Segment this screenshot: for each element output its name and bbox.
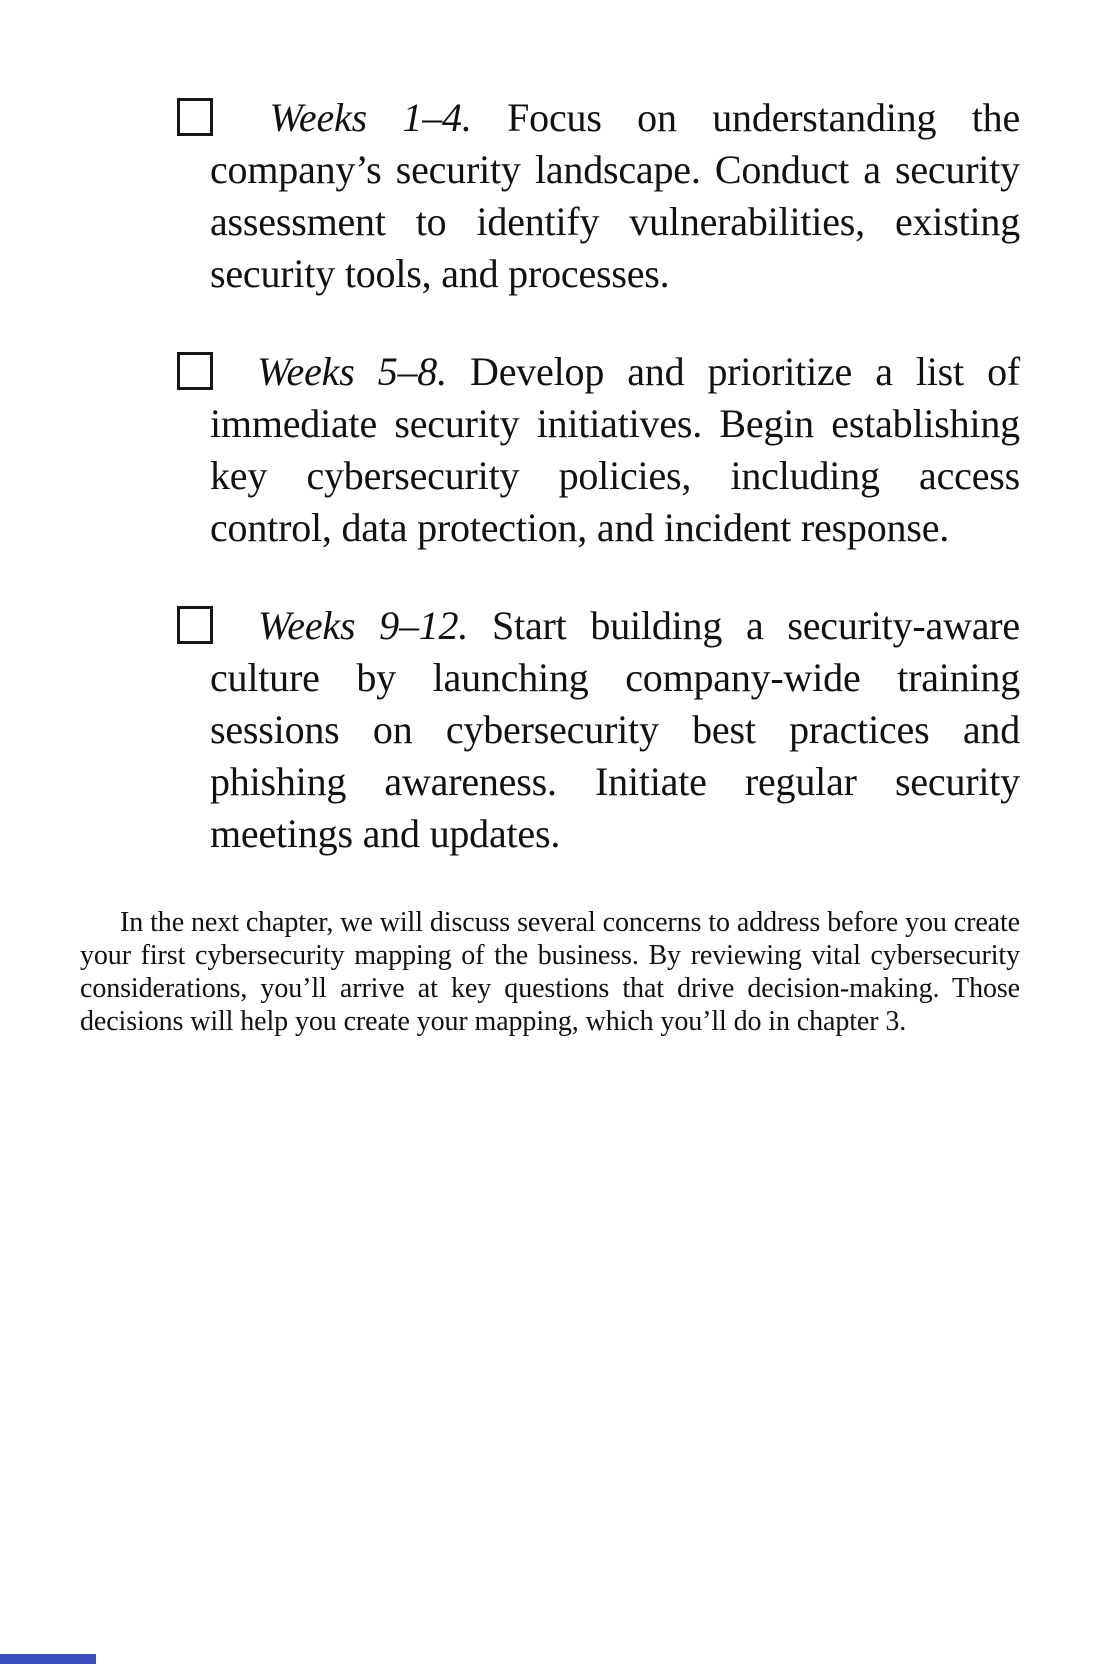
weeks-checklist — [177, 0, 1020, 860]
reading-progress-bar[interactable] — [0, 1654, 96, 1664]
checkbox-icon — [177, 606, 213, 644]
checklist-item-label: Weeks 9–12. — [257, 603, 469, 648]
checklist-item-weeks-5-8 — [177, 346, 1020, 554]
checklist-item-text: Focus on understanding the company’s security landscape. Conduct a security assessment to identify vulnerabilities, existing security tools, and processes. — [210, 95, 1020, 296]
checkbox-icon — [177, 352, 213, 390]
closing-paragraph: In the next chapter, we will discuss several concerns to address before you create your first cybersecurity mapping of the business. By reviewing vital cybersecurity considerations, you’ll arrive at key questions that drive decision-making. Those decisions will help you create your mapping, which you’ll do in chapter 3. — [80, 907, 1020, 1037]
checkbox-icon — [177, 98, 213, 136]
checklist-item-text: Start building a security-aware culture by launching company-wide training sessions on cybersecurity best practices and phishing awareness. Initiate regular security meetings and updates. — [210, 603, 1020, 856]
checklist-item-label: Weeks 5–8. — [257, 349, 447, 394]
checklist-item-weeks-1-4 — [177, 92, 1020, 300]
checklist-item-label: Weeks 1–4. — [269, 95, 472, 140]
checklist-item-text: Develop and prioritize a list of immediate security initiatives. Begin establishing key cybersecurity policies, including access control, data protection, and incident response. — [210, 349, 1020, 550]
checklist-item-weeks-9-12 — [177, 600, 1020, 860]
